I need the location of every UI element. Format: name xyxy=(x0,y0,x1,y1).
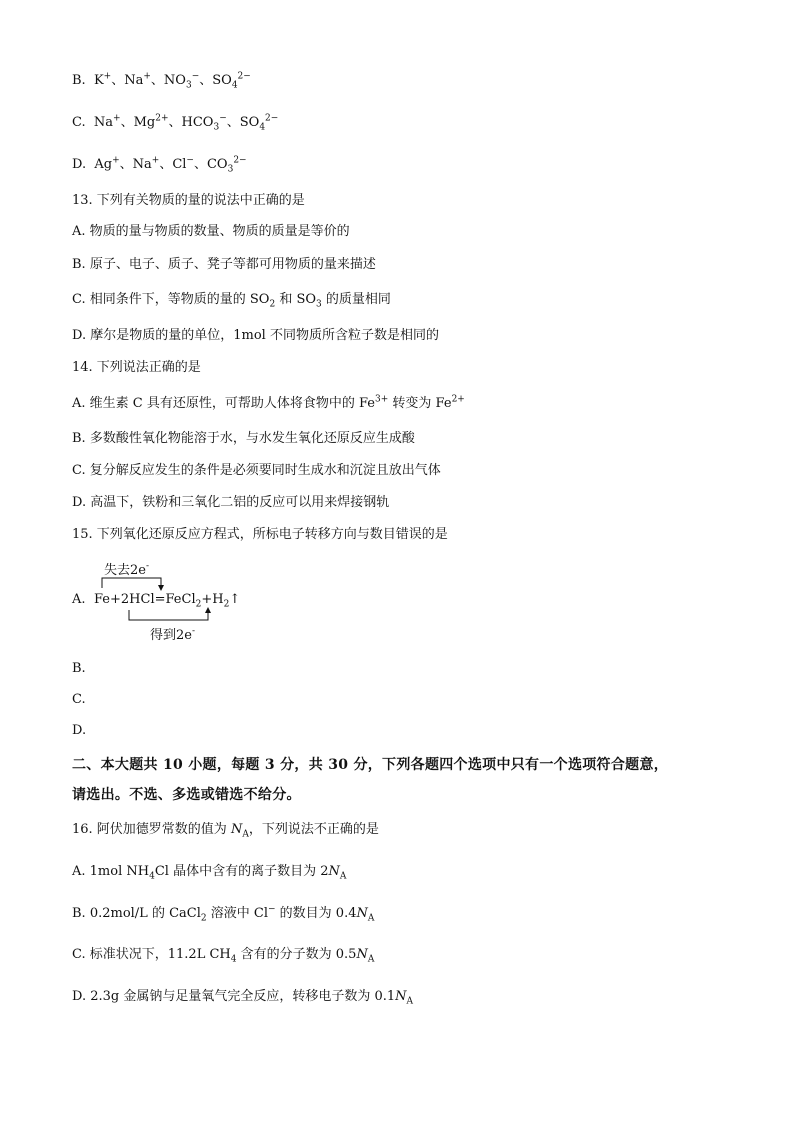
q15-option-a-label: A. xyxy=(72,592,86,607)
q14-option-a: A. 维生素 C 具有还原性，可帮助人体将食物中的 $Fe^{3+}$ 转变为 $Fe^{2+}$ xyxy=(72,394,465,411)
q14-option-c: C. 复分解反应发生的条件是必须要同时生成水和沉淀且放出气体 xyxy=(72,463,441,478)
lose-electrons-label: 失去2e- xyxy=(104,561,150,578)
q12-option-c: C. Na+、$Mg^{2+}$、$HCO_3^-$、$SO_4^{2-}$ xyxy=(72,113,279,133)
gain-electron-bracket xyxy=(129,610,208,620)
q13-option-c: C. 相同条件下，等物质的量的 $SO_2$ 和 $SO_3$ 的质量相同 xyxy=(72,292,391,310)
q13-option-b: B. 原子、电子、质子、凳子等都可用物质的量来描述 xyxy=(72,257,376,272)
lose-electron-bracket xyxy=(102,578,161,588)
section-2-heading-line1: 二、本大题共 10 小题，每题 3 分，共 30 分，下列各题四个选项中只有一个选项符合题意， xyxy=(72,757,669,773)
electron-transfer-diagram xyxy=(72,556,272,648)
q13-option-a: A. 物质的量与物质的数量、物质的质量是等价的 xyxy=(72,224,350,239)
q16-stem: 16. 阿伏加德罗常数的值为 $N_A$，下列说法不正确的是 xyxy=(72,822,379,840)
gain-electron-arrowhead xyxy=(205,607,211,613)
q15-equation: $Fe+2HCl=FeCl_2+H_2↑$ xyxy=(94,592,241,610)
q15-option-b: B. xyxy=(72,661,86,676)
q16-option-b: B. 0.2mol/L 的 CaCl$_2$ 溶液中 Cl− 的数目为 $0.4N_A$ xyxy=(72,904,375,924)
q13-option-d: D. 摩尔是物质的量的单位，1mol 不同物质所含粒子数是相同的 xyxy=(72,328,439,343)
section-2-heading-line2: 请选出。不选、多选或错选不给分。 xyxy=(72,787,301,803)
q14-option-b: B. 多数酸性氧化物能溶于水，与水发生氧化还原反应生成酸 xyxy=(72,431,415,446)
q12-option-b: B. K+、Na+、$NO_3^-$、$SO_4^{2-}$ xyxy=(72,71,251,91)
q16-option-c: C. 标准状况下，11.2L $CH_4$ 含有的分子数为 $0.5N_A$ xyxy=(72,947,375,965)
q15-option-d: D. xyxy=(72,723,87,738)
gain-electrons-label: 得到2e- xyxy=(150,626,196,643)
q14-stem: 14. 下列说法正确的是 xyxy=(72,360,201,375)
q15-stem: 15. 下列氧化还原反应方程式，所标电子转移方向与数目错误的是 xyxy=(72,527,448,542)
q16-option-d: D. 2.3g 金属钠与足量氧气完全反应，转移电子数为 $0.1N_A$ xyxy=(72,989,414,1007)
q14-option-d: D. 高温下，铁粉和三氧化二铝的反应可以用来焊接钢轨 xyxy=(72,495,390,510)
q12-option-d: D. Ag+、Na+、Cl−、$CO_3^{2-}$ xyxy=(72,155,247,175)
q16-option-a: A. 1mol $NH_4Cl$ 晶体中含有的离子数目为 $2N_A$ xyxy=(72,864,347,882)
q13-stem: 13. 下列有关物质的量的说法中正确的是 xyxy=(72,193,305,208)
q15-option-c: C. xyxy=(72,692,86,707)
lose-electron-arrowhead xyxy=(158,585,164,591)
